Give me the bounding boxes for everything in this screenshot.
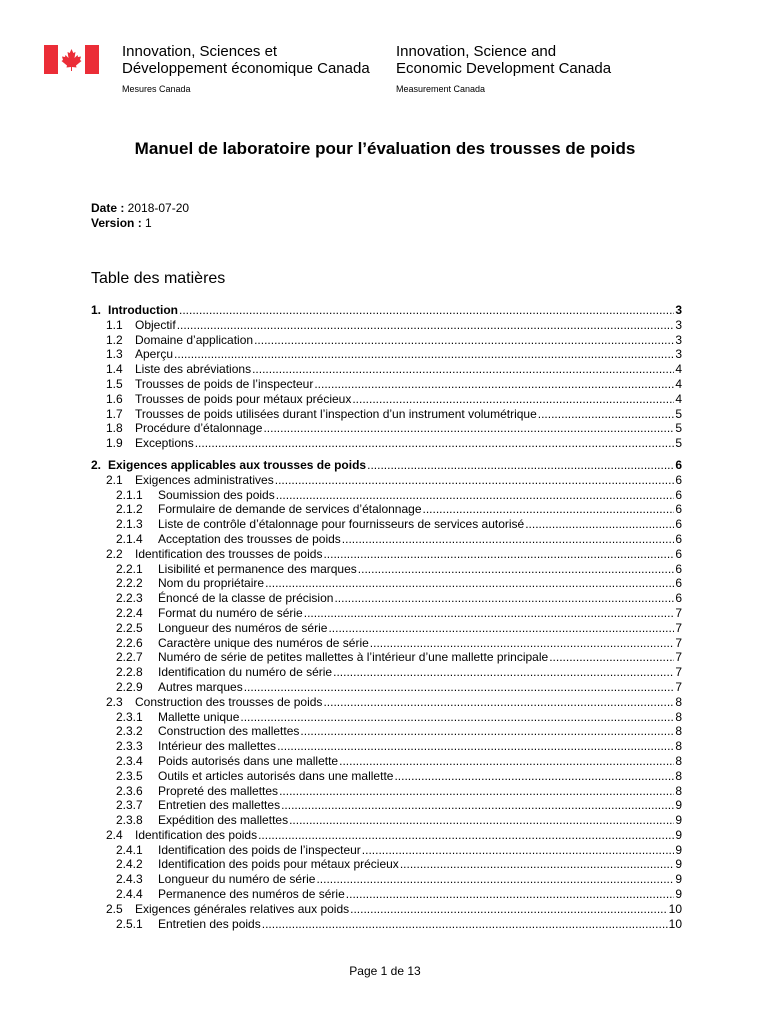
toc-dot-leader bbox=[265, 576, 674, 591]
toc-dot-leader bbox=[174, 347, 674, 362]
toc-entry-number: 2.1.3 bbox=[116, 517, 143, 532]
page-header bbox=[0, 0, 770, 100]
toc-entry-title: Longueur des numéros de série bbox=[158, 620, 328, 635]
toc-entry-page: 6 bbox=[675, 487, 682, 502]
toc-entry[interactable] bbox=[91, 739, 682, 754]
toc-entry-title: Exigences administratives bbox=[135, 472, 274, 487]
toc-entry-title: Formulaire de demande de services d’étalonnage bbox=[158, 502, 422, 517]
toc-entry-title: Liste de contrôle d’étalonnage pour fournisseurs de services autorisé bbox=[158, 517, 525, 532]
table-of-contents bbox=[91, 303, 682, 931]
toc-entry-title: Outils et articles autorisés dans une mallette bbox=[158, 768, 394, 783]
toc-entry-page: 6 bbox=[675, 576, 682, 591]
toc-entry-page: 6 bbox=[675, 457, 682, 472]
toc-entry-number: 1.7 bbox=[106, 406, 123, 421]
toc-entry[interactable] bbox=[91, 650, 682, 665]
toc-entry-page: 9 bbox=[675, 798, 682, 813]
toc-entry-number: 2.2.6 bbox=[116, 635, 143, 650]
toc-entry[interactable] bbox=[91, 333, 682, 348]
toc-entry[interactable] bbox=[91, 532, 682, 547]
canada-flag-icon bbox=[44, 45, 99, 74]
toc-entry-page: 6 bbox=[675, 561, 682, 576]
toc-entry-page: 3 bbox=[675, 332, 682, 347]
toc-entry[interactable] bbox=[91, 377, 682, 392]
toc-entry[interactable] bbox=[91, 562, 682, 577]
toc-entry-number: 2.2.8 bbox=[116, 665, 143, 680]
toc-entry-title: Exigences applicables aux trousses de poids bbox=[108, 457, 367, 472]
toc-entry-number: 2.1.4 bbox=[116, 531, 143, 546]
toc-entry[interactable] bbox=[91, 917, 682, 932]
toc-entry-title: Intérieur des mallettes bbox=[158, 739, 277, 754]
toc-entry-number: 1.9 bbox=[106, 436, 123, 451]
toc-entry[interactable] bbox=[91, 784, 682, 799]
toc-entry[interactable] bbox=[91, 576, 682, 591]
toc-dot-leader bbox=[334, 591, 674, 606]
toc-entry[interactable] bbox=[91, 347, 682, 362]
toc-entry[interactable] bbox=[91, 680, 682, 695]
toc-entry-page: 9 bbox=[675, 872, 682, 887]
toc-dot-leader bbox=[352, 392, 674, 407]
toc-entry-number: 2.4 bbox=[106, 827, 123, 842]
toc-entry-title: Propreté des mallettes bbox=[158, 783, 279, 798]
toc-entry-page: 6 bbox=[675, 591, 682, 606]
toc-entry[interactable] bbox=[91, 502, 682, 517]
toc-entry-page: 8 bbox=[675, 709, 682, 724]
toc-entry[interactable] bbox=[91, 458, 682, 473]
toc-entry-title: Objectif bbox=[135, 317, 176, 332]
toc-dot-leader bbox=[276, 488, 675, 503]
department-name-en bbox=[396, 43, 611, 95]
toc-entry-title: Introduction bbox=[108, 303, 178, 317]
toc-dot-leader bbox=[350, 902, 668, 917]
toc-entry-page: 8 bbox=[675, 753, 682, 768]
toc-entry[interactable] bbox=[91, 606, 682, 621]
toc-entry-number: 2. bbox=[91, 457, 102, 472]
toc-entry-page: 4 bbox=[675, 376, 682, 391]
toc-entry-page: 7 bbox=[675, 635, 682, 650]
toc-dot-leader bbox=[342, 532, 675, 547]
toc-entry-number: 2.3.8 bbox=[116, 813, 143, 828]
toc-entry-page: 4 bbox=[675, 362, 682, 377]
toc-dot-leader bbox=[346, 887, 675, 902]
agency-name-en: Measurement Canada bbox=[396, 84, 486, 94]
toc-entry-page: 5 bbox=[675, 406, 682, 421]
toc-entry-title: Construction des mallettes bbox=[158, 724, 300, 739]
toc-entry-page: 7 bbox=[675, 620, 682, 635]
toc-entry-title: Trousses de poids utilisées durant l’inspection d’un instrument volumétrique bbox=[135, 406, 537, 421]
toc-dot-leader bbox=[362, 843, 675, 858]
toc-entry-page: 8 bbox=[675, 783, 682, 798]
toc-entry-number: 1.2 bbox=[106, 332, 123, 347]
toc-entry-number: 2.2.5 bbox=[116, 620, 143, 635]
toc-entry[interactable] bbox=[91, 303, 682, 318]
toc-entry-page: 3 bbox=[675, 317, 682, 332]
toc-dot-leader bbox=[262, 917, 668, 932]
toc-entry[interactable] bbox=[91, 621, 682, 636]
toc-dot-leader bbox=[423, 502, 675, 517]
toc-dot-leader bbox=[277, 739, 674, 754]
dept-fr-line1: Innovation, Sciences et bbox=[122, 43, 278, 60]
toc-entry-page: 3 bbox=[675, 347, 682, 362]
toc-entry-number: 2.2.4 bbox=[116, 605, 143, 620]
toc-entry-number: 1.8 bbox=[106, 421, 123, 436]
toc-entry-page: 3 bbox=[675, 303, 682, 317]
toc-entry-number: 2.2.3 bbox=[116, 591, 143, 606]
toc-dot-leader bbox=[281, 798, 674, 813]
toc-entry-title: Acceptation des trousses de poids bbox=[158, 531, 341, 546]
toc-entry-page: 6 bbox=[675, 517, 682, 532]
document-meta bbox=[91, 201, 189, 231]
toc-entry-page: 5 bbox=[675, 436, 682, 451]
toc-entry-page: 9 bbox=[675, 827, 682, 842]
toc-entry-title: Liste des abréviations bbox=[135, 362, 252, 377]
toc-entry-page: 8 bbox=[675, 694, 682, 709]
toc-dot-leader bbox=[549, 650, 674, 665]
toc-dot-leader bbox=[304, 606, 675, 621]
toc-entry-title: Poids autorisés dans une mallette bbox=[158, 753, 339, 768]
date-label: Date : bbox=[91, 201, 125, 215]
toc-entry-number: 2.2.7 bbox=[116, 650, 143, 665]
toc-entry-number: 1.3 bbox=[106, 347, 123, 362]
toc-entry-number: 2.4.3 bbox=[116, 872, 143, 887]
toc-entry-number: 2.3 bbox=[106, 694, 123, 709]
toc-entry-title: Entretien des mallettes bbox=[158, 798, 281, 813]
toc-dot-leader bbox=[300, 724, 674, 739]
toc-entry-page: 9 bbox=[675, 842, 682, 857]
toc-entry-number: 2.3.7 bbox=[116, 798, 143, 813]
toc-dot-leader bbox=[367, 458, 674, 473]
toc-entry[interactable] bbox=[91, 591, 682, 606]
toc-dot-leader bbox=[314, 377, 674, 392]
toc-entry-number: 2.5 bbox=[106, 901, 123, 916]
toc-entry-title: Identification des poids pour métaux précieux bbox=[158, 857, 399, 872]
toc-entry-page: 8 bbox=[675, 724, 682, 739]
toc-entry[interactable] bbox=[91, 488, 682, 503]
toc-entry-number: 1.1 bbox=[106, 317, 123, 332]
version-line bbox=[91, 216, 189, 231]
toc-dot-leader bbox=[525, 517, 674, 532]
toc-dot-leader bbox=[323, 695, 674, 710]
toc-entry[interactable] bbox=[91, 473, 682, 488]
toc-entry[interactable] bbox=[91, 857, 682, 872]
toc-dot-leader bbox=[244, 680, 675, 695]
toc-entry-title: Numéro de série de petites mallettes à l’intérieur d’une mallette principale bbox=[158, 650, 549, 665]
toc-entry-number: 2.3.2 bbox=[116, 724, 143, 739]
toc-entry-number: 2.1 bbox=[106, 472, 123, 487]
toc-entry-page: 8 bbox=[675, 739, 682, 754]
toc-entry-page: 7 bbox=[675, 650, 682, 665]
toc-entry-title: Identification des poids bbox=[135, 827, 258, 842]
toc-entry[interactable] bbox=[91, 710, 682, 725]
toc-heading: Table des matières bbox=[91, 270, 226, 287]
toc-entry[interactable] bbox=[91, 665, 682, 680]
toc-entry-page: 6 bbox=[675, 546, 682, 561]
toc-dot-leader bbox=[252, 362, 674, 377]
toc-entry-page: 4 bbox=[675, 391, 682, 406]
toc-dot-leader bbox=[339, 754, 674, 769]
toc-entry-number: 2.2.1 bbox=[116, 561, 143, 576]
toc-entry-title: Exigences générales relatives aux poids bbox=[135, 901, 350, 916]
toc-entry[interactable] bbox=[91, 362, 682, 377]
toc-entry-number: 2.2.9 bbox=[116, 679, 143, 694]
toc-dot-leader bbox=[316, 872, 674, 887]
page-number: Page 1 de 13 bbox=[349, 964, 421, 978]
toc-entry-number: 1.6 bbox=[106, 391, 123, 406]
toc-entry-title: Énoncé de la classe de précision bbox=[158, 591, 334, 606]
toc-entry-title: Domaine d’application bbox=[135, 332, 254, 347]
toc-entry-number: 2.4.1 bbox=[116, 842, 143, 857]
toc-entry-number: 2.3.5 bbox=[116, 768, 143, 783]
toc-entry[interactable] bbox=[91, 695, 682, 710]
toc-entry-title: Autres marques bbox=[158, 679, 243, 694]
toc-dot-leader bbox=[328, 621, 674, 636]
toc-entry-page: 6 bbox=[675, 472, 682, 487]
toc-dot-leader bbox=[538, 407, 675, 422]
toc-entry-title: Format du numéro de série bbox=[158, 605, 303, 620]
toc-entry-page: 10 bbox=[668, 916, 682, 931]
toc-entry-page: 9 bbox=[675, 857, 682, 872]
toc-entry-title: Identification des poids de l’inspecteur bbox=[158, 842, 361, 857]
toc-entry-title: Expédition des mallettes bbox=[158, 813, 289, 828]
toc-entry-title: Nom du propriétaire bbox=[158, 576, 265, 591]
toc-entry[interactable] bbox=[91, 636, 682, 651]
toc-entry-title: Identification du numéro de série bbox=[158, 665, 333, 680]
toc-entry-title: Trousses de poids pour métaux précieux bbox=[135, 391, 352, 406]
toc-entry[interactable] bbox=[91, 769, 682, 784]
toc-entry-number: 2.2 bbox=[106, 546, 123, 561]
toc-dot-leader bbox=[263, 421, 674, 436]
toc-entry-title: Mallette unique bbox=[158, 709, 240, 724]
toc-entry-title: Soumission des poids bbox=[158, 487, 275, 502]
toc-entry[interactable] bbox=[91, 754, 682, 769]
toc-dot-leader bbox=[279, 784, 674, 799]
toc-entry[interactable] bbox=[91, 887, 682, 902]
toc-entry-title: Permanence des numéros de série bbox=[158, 887, 345, 902]
toc-entry-title: Caractère unique des numéros de série bbox=[158, 635, 369, 650]
toc-entry-page: 7 bbox=[675, 679, 682, 694]
toc-dot-leader bbox=[275, 473, 675, 488]
toc-entry-title: Construction des trousses de poids bbox=[135, 694, 323, 709]
toc-entry-number: 2.3.1 bbox=[116, 709, 143, 724]
toc-dot-leader bbox=[333, 665, 674, 680]
toc-entry[interactable] bbox=[91, 318, 682, 333]
toc-entry-page: 7 bbox=[675, 605, 682, 620]
toc-dot-leader bbox=[289, 813, 674, 828]
toc-entry-number: 2.1.1 bbox=[116, 487, 143, 502]
toc-entry[interactable] bbox=[91, 828, 682, 843]
toc-entry-title: Trousses de poids de l’inspecteur bbox=[135, 376, 314, 391]
toc-dot-leader bbox=[177, 318, 675, 333]
toc-entry[interactable] bbox=[91, 392, 682, 407]
toc-dot-leader bbox=[195, 436, 675, 451]
toc-entry-title: Longueur du numéro de série bbox=[158, 872, 316, 887]
toc-entry-title: Aperçu bbox=[135, 347, 174, 362]
dept-en-line2: Economic Development Canada bbox=[396, 60, 612, 77]
toc-entry-number: 1. bbox=[91, 303, 102, 317]
toc-dot-leader bbox=[240, 710, 674, 725]
toc-entry-page: 9 bbox=[675, 813, 682, 828]
toc-entry-page: 5 bbox=[675, 421, 682, 436]
toc-entry-title: Lisibilité et permanence des marques bbox=[158, 561, 357, 576]
toc-entry[interactable] bbox=[91, 872, 682, 887]
toc-entry-title: Procédure d’étalonnage bbox=[135, 421, 263, 436]
toc-entry-page: 8 bbox=[675, 768, 682, 783]
toc-entry-page: 7 bbox=[675, 665, 682, 680]
toc-entry-number: 1.5 bbox=[106, 376, 123, 391]
toc-dot-leader bbox=[370, 636, 675, 651]
toc-entry-title: Identification des trousses de poids bbox=[135, 546, 323, 561]
version-value: 1 bbox=[141, 216, 152, 230]
department-name-fr bbox=[122, 43, 370, 95]
agency-name-fr: Mesures Canada bbox=[122, 84, 191, 94]
toc-dot-leader bbox=[358, 562, 675, 577]
toc-entry-page: 6 bbox=[675, 531, 682, 546]
toc-dot-leader bbox=[179, 303, 674, 318]
toc-entry-number: 2.4.2 bbox=[116, 857, 143, 872]
date-value: 2018-07-20 bbox=[124, 201, 190, 215]
toc-entry-number: 2.5.1 bbox=[116, 916, 143, 931]
toc-entry-page: 6 bbox=[675, 502, 682, 517]
toc-entry[interactable] bbox=[91, 843, 682, 858]
toc-entry[interactable] bbox=[91, 798, 682, 813]
dept-en-line1: Innovation, Science and bbox=[396, 43, 557, 60]
toc-entry-title: Exceptions bbox=[135, 436, 194, 451]
toc-dot-leader bbox=[258, 828, 674, 843]
toc-dot-leader bbox=[254, 333, 674, 348]
toc-entry-number: 2.3.3 bbox=[116, 739, 143, 754]
toc-entry-number: 2.3.6 bbox=[116, 783, 143, 798]
toc-entry-page: 9 bbox=[675, 887, 682, 902]
date-line bbox=[91, 201, 189, 216]
dept-fr-line2: Développement économique Canada bbox=[122, 60, 370, 77]
toc-entry-page: 10 bbox=[668, 901, 682, 916]
version-label: Version : bbox=[91, 216, 142, 230]
toc-entry-number: 2.3.4 bbox=[116, 753, 143, 768]
toc-entry[interactable] bbox=[91, 724, 682, 739]
toc-dot-leader bbox=[323, 547, 674, 562]
toc-entry-number: 2.4.4 bbox=[116, 887, 143, 902]
toc-entry[interactable] bbox=[91, 813, 682, 828]
toc-entry-title: Entretien des poids bbox=[158, 916, 261, 931]
toc-entry-number: 1.4 bbox=[106, 362, 123, 377]
toc-entry[interactable] bbox=[91, 407, 682, 422]
toc-entry[interactable] bbox=[91, 436, 682, 451]
toc-entry[interactable] bbox=[91, 421, 682, 436]
toc-entry[interactable] bbox=[91, 902, 682, 917]
toc-entry[interactable] bbox=[91, 517, 682, 532]
document-title: Manuel de laboratoire pour l’évaluation des trousses de poids bbox=[134, 139, 636, 158]
toc-dot-leader bbox=[394, 769, 674, 784]
toc-entry-number: 2.1.2 bbox=[116, 502, 143, 517]
toc-entry[interactable] bbox=[91, 547, 682, 562]
toc-dot-leader bbox=[400, 857, 675, 872]
toc-entry-number: 2.2.2 bbox=[116, 576, 143, 591]
